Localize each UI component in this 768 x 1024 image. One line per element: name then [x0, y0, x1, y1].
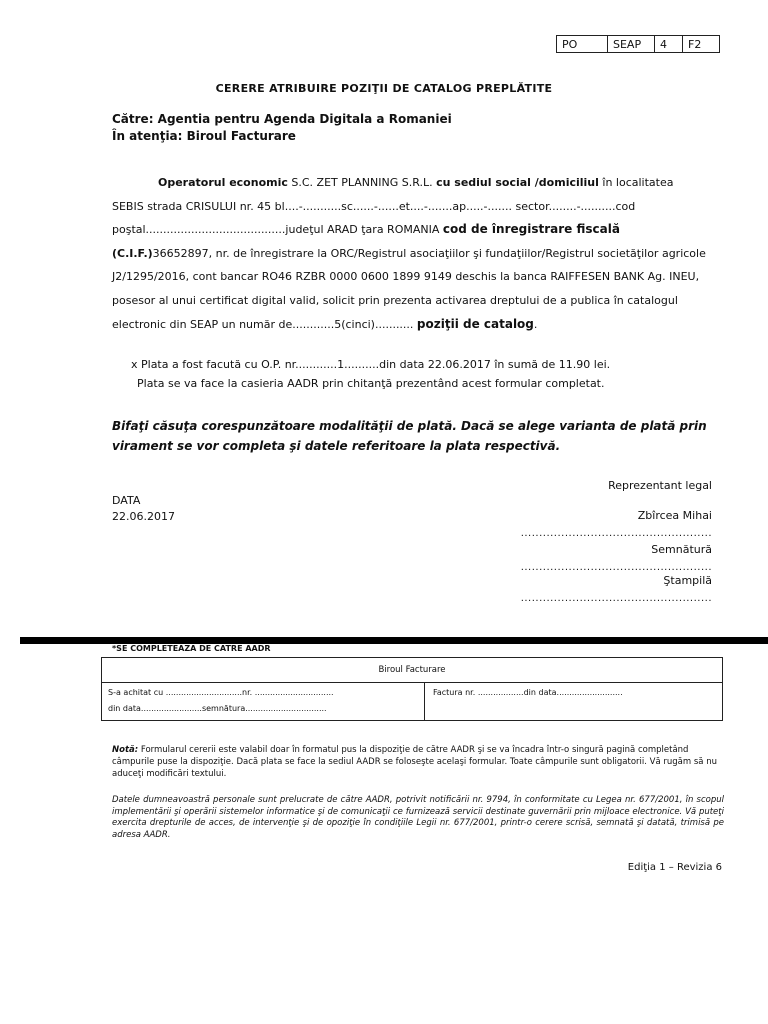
legal-rep-label: Reprezentant legal — [608, 479, 712, 492]
para-line-3: poştal........................................judeţul ARAD ţara ROMANIA cod de înregistrare fiscală — [112, 222, 620, 237]
para-line-4: (C.I.F.)36652897, nr. de înregistrare la ORC/Registrul asociaţiilor şi fundaţiilor/Registrul societăţilor agricole — [112, 246, 706, 260]
billing-box-title: Biroul Facturare — [102, 658, 722, 683]
stamp-label: Ştampilă — [663, 574, 712, 587]
legal-rep-name: Zbîrcea Mihai — [637, 509, 712, 522]
attention-line: În atenţia: Biroul Facturare — [112, 129, 296, 143]
edition-label: Ediţia 1 – Revizia 6 — [627, 862, 722, 873]
para-line-5: J2/1295/2016, cont bancar RO46 RZBR 0000 0600 1899 9149 deschis la banca RAIFFESEN BANK Ag. INEU, — [112, 270, 700, 284]
form-code-cell: 4 — [655, 36, 683, 53]
payment-instructions: Bifaţi căsuţa corespunzătoare modalităţii de plată. Dacă se alege varianta de plată prin virament se vor completa şi datele referitoare la plata respectivă. — [112, 419, 707, 453]
date-value: 22.06.2017 — [112, 510, 175, 523]
paid-with-line: S-a achitat cu ..............................nr. ............................... — [108, 688, 334, 697]
note-paragraph: Notă: Formularul cererii este valabil doar în formatul pus la dispoziţie de către AADR şi se va încadra într-o singură pagină completând câmpurile puse la dispoziţie. Dacă plata se face la sediul AADR se foloseşte acelaşi formular. Toate câmpurile sunt obligatorii. Vă rugăm să nu aduceţi modificări textului. — [112, 745, 717, 779]
section-divider — [20, 637, 768, 644]
name-dotted-line: .................................................... — [520, 528, 712, 539]
billing-box-divider — [424, 682, 425, 720]
para-line-1: Operatorul economic S.C. ZET PLANNING S.R.L. cu sediul social /domiciliul în localitatea — [158, 176, 674, 189]
form-code-cell: PO — [557, 36, 608, 53]
invoice-line: Factura nr. ..................din data.......................... — [433, 688, 623, 697]
recipient-line: Către: Agentia pentru Agenda Digitala a Romaniei — [112, 112, 452, 126]
payment-cash-line: Plata se va face la casieria AADR prin chitanţă prezentând acest formular completat. — [137, 377, 605, 390]
form-code-cell: SEAP — [608, 36, 655, 53]
document-title: CERERE ATRIBUIRE POZIŢII DE CATALOG PREPLĂTITE — [215, 82, 553, 95]
data-protection-notice: Datele dumneavoastră personale sunt prelucrate de către AADR, potrivit notificării nr. 9794, în conformitate cu Legea nr. 677/2001, în scopul implementării şi operării sistemelor informatice şi de comunicaţii ce furnizează servicii destinate guvernării prin mijloace electronice. Vă puteţi exercita drepturile de acces, de intervenţie şi de opoziţie în condiţiile Legii nr. 677/2001, printr-o cerere scrisă, semnată şi datată, trimisă pe adresa AADR. — [112, 795, 724, 840]
paid-date-line: din data........................semnătura................................ — [108, 704, 327, 713]
stamp-dotted-line: .................................................... — [520, 593, 712, 604]
request-paragraph — [112, 171, 720, 336]
para-line-6: posesor al unui certificat digital valid, solicit prin prezenta activarea dreptului de a publica în catalogul — [112, 293, 678, 307]
form-code-table — [556, 35, 720, 53]
para-line-7: electronic din SEAP un număr de............5(cinci)........... poziţii de catalog. — [112, 316, 538, 331]
date-label: DATA — [112, 494, 141, 507]
form-code-cell: F2 — [683, 36, 720, 53]
signature-dotted-line: .................................................... — [520, 562, 712, 573]
para-line-2: SEBIS strada CRISULUI nr. 45 bl....-...........sc......-......et....-.......ap.....-....... sector........-..........cod — [112, 199, 636, 213]
aadr-billing-box — [101, 657, 723, 721]
signature-label: Semnătură — [651, 543, 712, 556]
payment-op-line: x Plata a fost facută cu O.P. nr............1..........din data 22.06.2017 în sumă de 11.90 lei. — [131, 358, 611, 371]
aadr-section-heading: *SE COMPLETEAZA DE CATRE AADR — [112, 644, 271, 653]
